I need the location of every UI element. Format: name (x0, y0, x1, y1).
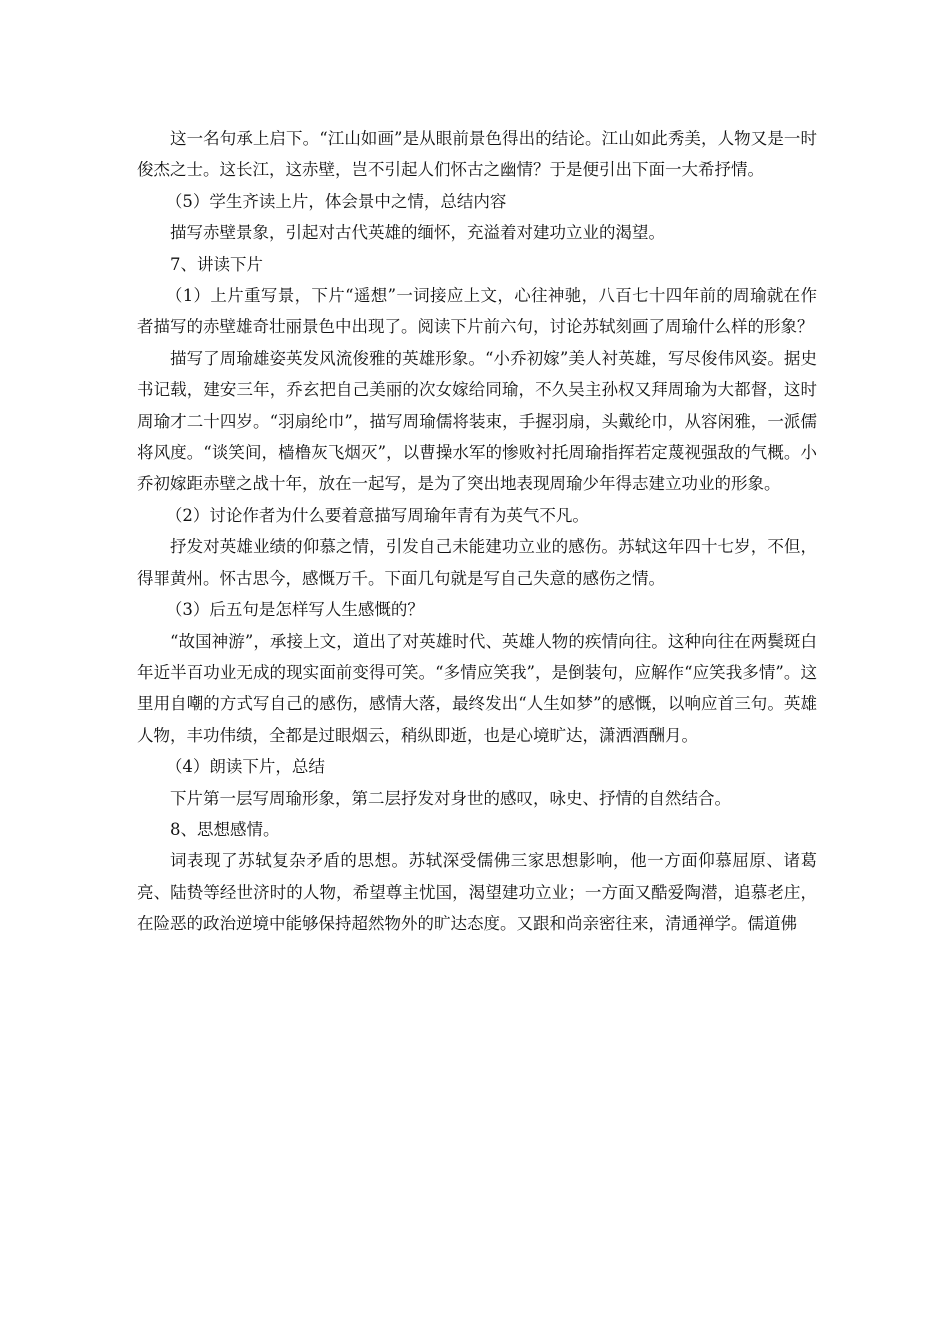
paragraph-famous-line: 这一名句承上启下。“江山如画”是从眼前景色得出的结论。江山如此秀美，人物又是一时俊杰之士。这长江，这赤壁，岂不引起人们怀古之幽情？于是便引出下面一大希抒情。 (137, 129, 817, 180)
paragraph-thoughts: 词表现了苏轼复杂矛盾的思想。苏轼深受儒佛三家思想影响，他一方面仰慕屈原、诸葛亮、陆贽等经世济时的人物，希望尊主忧国，渴望建功立业；一方面又酷爱陶潜，追慕老庄，在险恶的政治逆境中能够保持超然物外的旷达态度。又跟和尚亲密往来，清通禅学。儒道佛 (137, 851, 817, 934)
heading-7-lower-part: 7、讲读下片 (170, 254, 263, 274)
step-1-lower-question: （1）上片重写景，下片“遥想”一词接应上文，心往神驰，八百七十四年前的周瑜就在作者描写的赤壁雄奇壮丽景色中出现了。阅读下片前六句，讨论苏轼刻画了周瑜什么样的形象？ (137, 286, 817, 337)
paragraph-zhouyu-image: 描写了周瑜雄姿英发风流俊雅的英雄形象。“小乔初嫁”美人衬英雄，写尽俊伟风姿。据史书记载，建安三年，乔玄把自己美丽的次女嫁给同瑜，不久吴主孙权又拜周瑜为大都督，这时周瑜才二十四岁。“羽扇纶巾”，描写周瑜儒将装束，手握羽扇，头戴纶巾，从容闲雅，一派儒将风度。“谈笑间，樯橹灰飞烟灭”，以曹操水军的惨败衬托周瑜指挥若定蔑视强敌的气概。小乔初嫁距赤壁之战十年，放在一起写，是为了突出地表现周瑜少年得志建立功业的形象。 (137, 348, 817, 494)
document-body (137, 123, 817, 940)
paragraph-life-reflection: “故国神游”，承接上文，道出了对英雄时代、英雄人物的疾情向往。这种向往在两鬓斑白年近半百功业无成的现实面前变得可笑。“多情应笑我”，是倒装句，应解作“应笑我多情”。这里用自嘲的方式写自己的感伤，感情大落，最终发出“人生如梦”的感慨，以响应首三句。英雄人物，丰功伟绩，全都是过眼烟云，稍纵即逝，也是心境旷达，潇洒酒酬月。 (137, 631, 817, 745)
paragraph-lower-summary: 下片第一层写周瑜形象，第二层抒发对身世的感叹，咏史、抒情的自然结合。 (170, 788, 731, 808)
step-3-question: （3）后五句是怎样写人生感慨的？ (165, 600, 424, 620)
paragraph-upper-summary: 描写赤壁景象，引起对古代英雄的缅怀，充溢着对建功立业的渴望。 (170, 223, 665, 243)
step-2-discussion: （2）讨论作者为什么要着意描写周瑜年青有为英气不凡。 (165, 505, 589, 525)
step-5-read-upper: （5）学生齐读上片，体会景中之情，总结内容 (165, 191, 507, 211)
heading-8-thoughts: 8、思想感情。 (170, 819, 280, 839)
paragraph-admiration: 抒发对英雄业绩的仰慕之情，引发自己未能建功立业的感伤。苏轼这年四十七岁，不但，得罪黄州。怀古思今，感慨万千。下面几句就是写自己失意的感伤之情。 (137, 537, 817, 588)
step-4-read-lower: （4）朗读下片，总结 (165, 757, 325, 777)
